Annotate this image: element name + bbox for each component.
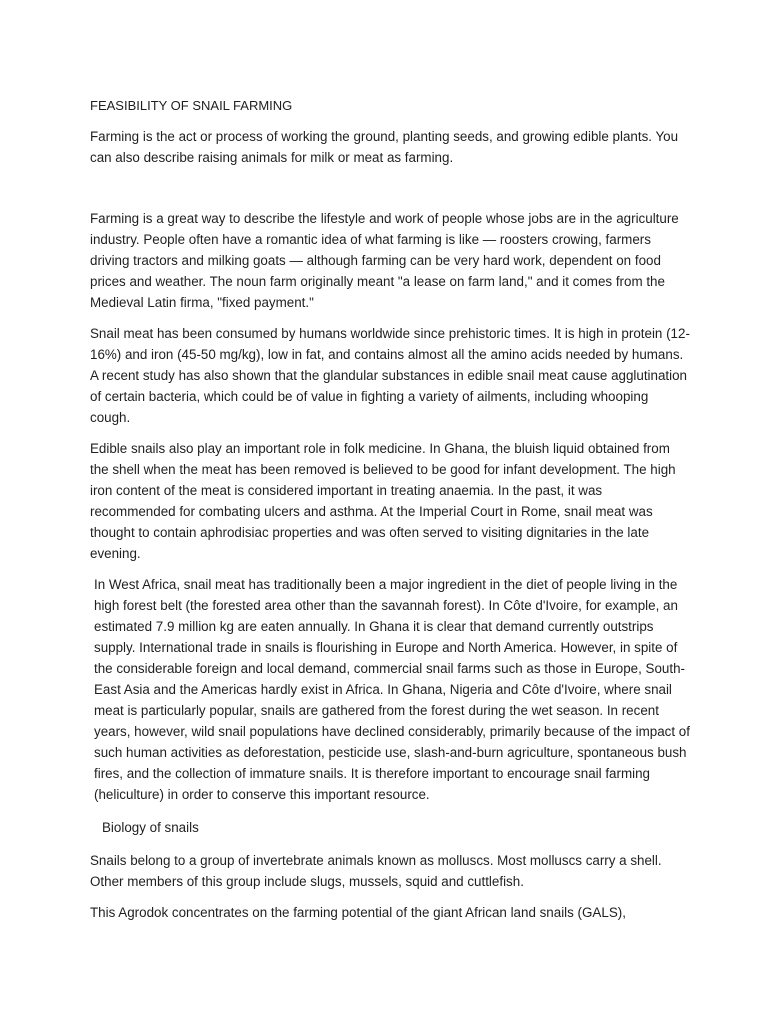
- document-page: [90, 95, 690, 933]
- paragraph-gap: [90, 178, 690, 208]
- intro-text: is the act or process of working the ground, planting seeds, and growing edible plants. You can also describe raising animals for milk or meat as farming.: [90, 129, 679, 165]
- intro-paragraph: [90, 126, 690, 168]
- paragraph-agrodok: This Agrodok concentrates on the farming potential of the giant African land snails (GALS),: [90, 905, 626, 920]
- section-heading-biology: Biology of snails: [102, 820, 199, 835]
- paragraph-molluscs: Snails belong to a group of invertebrate animals known as molluscs. Most molluscs carry a shell. Other members of this group include slugs, mussels, squid and cuttlefish.: [90, 853, 662, 889]
- paragraph-west-africa: In West Africa, snail meat has traditionally been a major ingredient in the diet of people living in the high forest belt (the forested area other than the savannah forest). In Côte d'Ivoire, for example, an estimated 7.9 million kg are eaten annually. In Ghana it is clear that demand currently outstrips supply. International trade in snails is flourishing in Europe and North America. However, in spite of the considerable foreign and local demand, commercial snail farms such as those in Europe, South-East Asia and the Americas hardly exist in Africa. In Ghana, Nigeria and Côte d'Ivoire, where snail meat is particularly popular, snails are gathered from the forest during the wet season. In recent years, however, wild snail populations have declined considerably, primarily because of the impact of such human activities as deforestation, pesticide use, slash-and-burn agriculture, spontaneous bush fires, and the collection of immature snails. It is therefore important to encourage snail farming (heliculture) in order to conserve this important resource.: [94, 577, 690, 802]
- paragraph-folk-medicine: Edible snails also play an important role in folk medicine. In Ghana, the bluish liquid obtained from the shell when the meat has been removed is believed to be good for infant development. The high iron content of the meat is considered important in treating anaemia. In the past, it was recommended for combating ulcers and asthma. At the Imperial Court in Rome, snail meat was thought to contain aphrodisiac properties and was often served to visiting dignitaries in the late evening.: [90, 441, 676, 561]
- paragraph-farming-lifestyle: Farming is a great way to describe the lifestyle and work of people whose jobs are in the agriculture industry. People often have a romantic idea of what farming is like — roosters crowing, farmers driving tractors and milking goats — although farming can be very hard work, dependent on food prices and weather. The noun farm originally meant "a lease on farm land," and it comes from the Medieval Latin firma, "fixed payment.": [90, 211, 679, 310]
- intro-lead-word: Farming: [90, 129, 140, 144]
- paragraph-snail-nutrition: Snail meat has been consumed by humans worldwide since prehistoric times. It is high in protein (12-16%) and iron (45-50 mg/kg), low in fat, and contains almost all the amino acids needed by humans. A recent study has also shown that the glandular substances in edible snail meat cause agglutination of certain bacteria, which could be of value in fighting a variety of ailments, including whooping cough.: [90, 326, 690, 425]
- document-title: FEASIBILITY OF SNAIL FARMING: [90, 98, 293, 113]
